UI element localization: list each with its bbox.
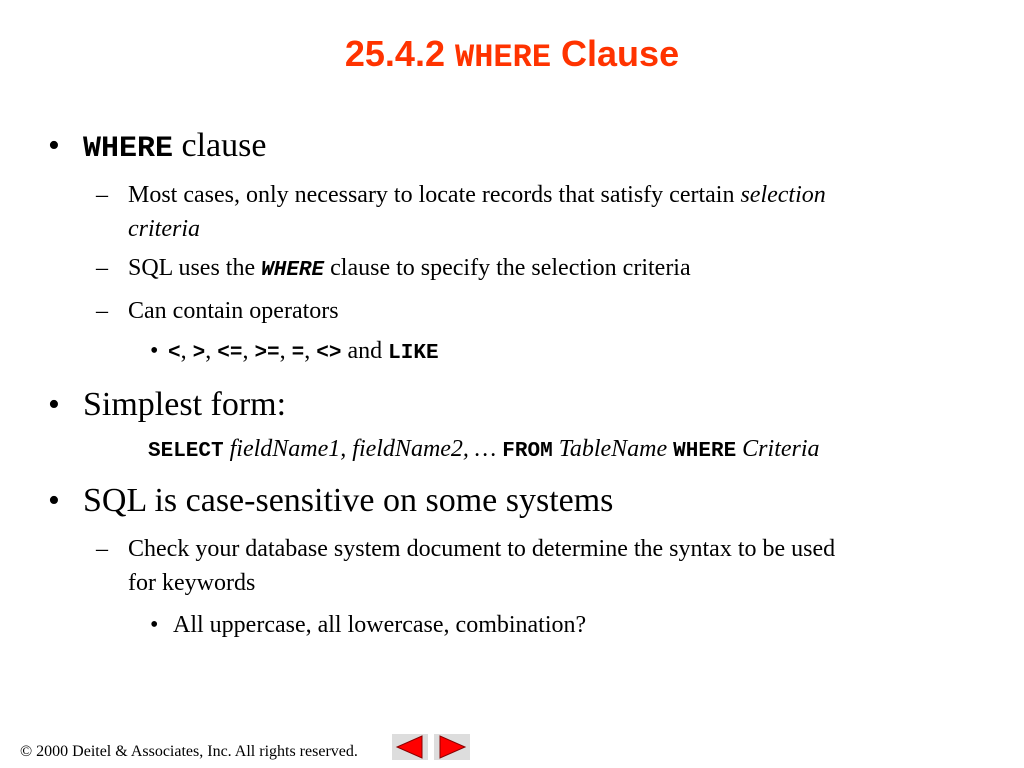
sub-bullet-pre: SQL uses the (128, 255, 256, 281)
next-slide-button[interactable] (434, 734, 470, 760)
operator-gt: > (192, 342, 206, 365)
criteria: Criteria (742, 436, 820, 462)
sql-syntax (148, 436, 820, 463)
field-names: fieldName1, fieldName2, … (229, 436, 497, 462)
sub-bullet-operators (96, 298, 339, 325)
bullet-text: SQL is case-sensitive on some systems (83, 482, 614, 519)
operator-lt: < (168, 342, 181, 365)
sub-bullet-text: Can contain operators (128, 298, 339, 324)
where-keyword-syntax: WHERE (673, 440, 737, 463)
bullet-case-sensitive (48, 482, 613, 520)
operator-eq: = (291, 342, 305, 365)
where-keyword: WHERE (83, 132, 174, 166)
bullet-dot: • (48, 482, 60, 519)
sub-bullet-text-cont: for keywords (128, 570, 256, 596)
sub-bullet-sql-uses-where (96, 255, 691, 282)
sub-bullet-most-cases (96, 182, 826, 209)
triangle-right-icon (434, 734, 470, 760)
dash: – (96, 182, 108, 208)
table-name: TableName (558, 436, 668, 462)
sub-bullet-check-database (96, 536, 835, 563)
title-suffix: Clause (561, 33, 680, 74)
sub-sub-bullet-text: All uppercase, all lowercase, combination? (173, 612, 587, 638)
dash: – (96, 536, 108, 562)
from-keyword: FROM (502, 440, 553, 463)
bullet-dot: • (48, 386, 60, 423)
sub-bullet-continuation (128, 570, 255, 597)
bullet-where-clause (48, 127, 266, 166)
sub-bullet-text: Most cases, only necessary to locate records that satisfy certain (128, 182, 735, 208)
sub-sub-bullet-case (150, 612, 586, 639)
sub-bullet-post: clause to specify the selection criteria (330, 255, 691, 281)
bullet-dot: • (150, 338, 159, 364)
operator-list: • <, >, <=, >=, =, <> and LIKE (150, 338, 439, 365)
previous-slide-button[interactable] (392, 734, 428, 760)
sub-bullet-continuation (128, 216, 200, 243)
title-number: 25.4.2 (344, 33, 445, 74)
triangle-left-icon (392, 734, 428, 760)
bullet-simplest-form (48, 386, 286, 424)
bullet-dot: • (150, 612, 159, 638)
sub-bullet-text: Check your database system document to determine the syntax to be used (128, 536, 836, 562)
operator-and: and (347, 338, 383, 364)
dash: – (96, 255, 108, 281)
bullet-dot: • (48, 127, 60, 164)
operator-le: <= (217, 342, 243, 365)
bullet-text: Simplest form: (83, 386, 287, 423)
copyright-footer: © 2000 Deitel & Associates, Inc. All rights reserved. (20, 743, 358, 760)
select-keyword: SELECT (148, 440, 224, 463)
operator-ge: >= (254, 342, 280, 365)
where-keyword-inline: WHERE (261, 259, 325, 282)
slide-title (0, 30, 1024, 82)
title-keyword: WHERE (455, 39, 552, 76)
emphasis-selection: selection (740, 182, 826, 208)
emphasis-criteria: criteria (128, 216, 200, 242)
bullet-text: clause (181, 127, 267, 164)
operator-like: LIKE (388, 342, 439, 365)
operator-ne: <> (316, 342, 342, 365)
dash: – (96, 298, 108, 324)
